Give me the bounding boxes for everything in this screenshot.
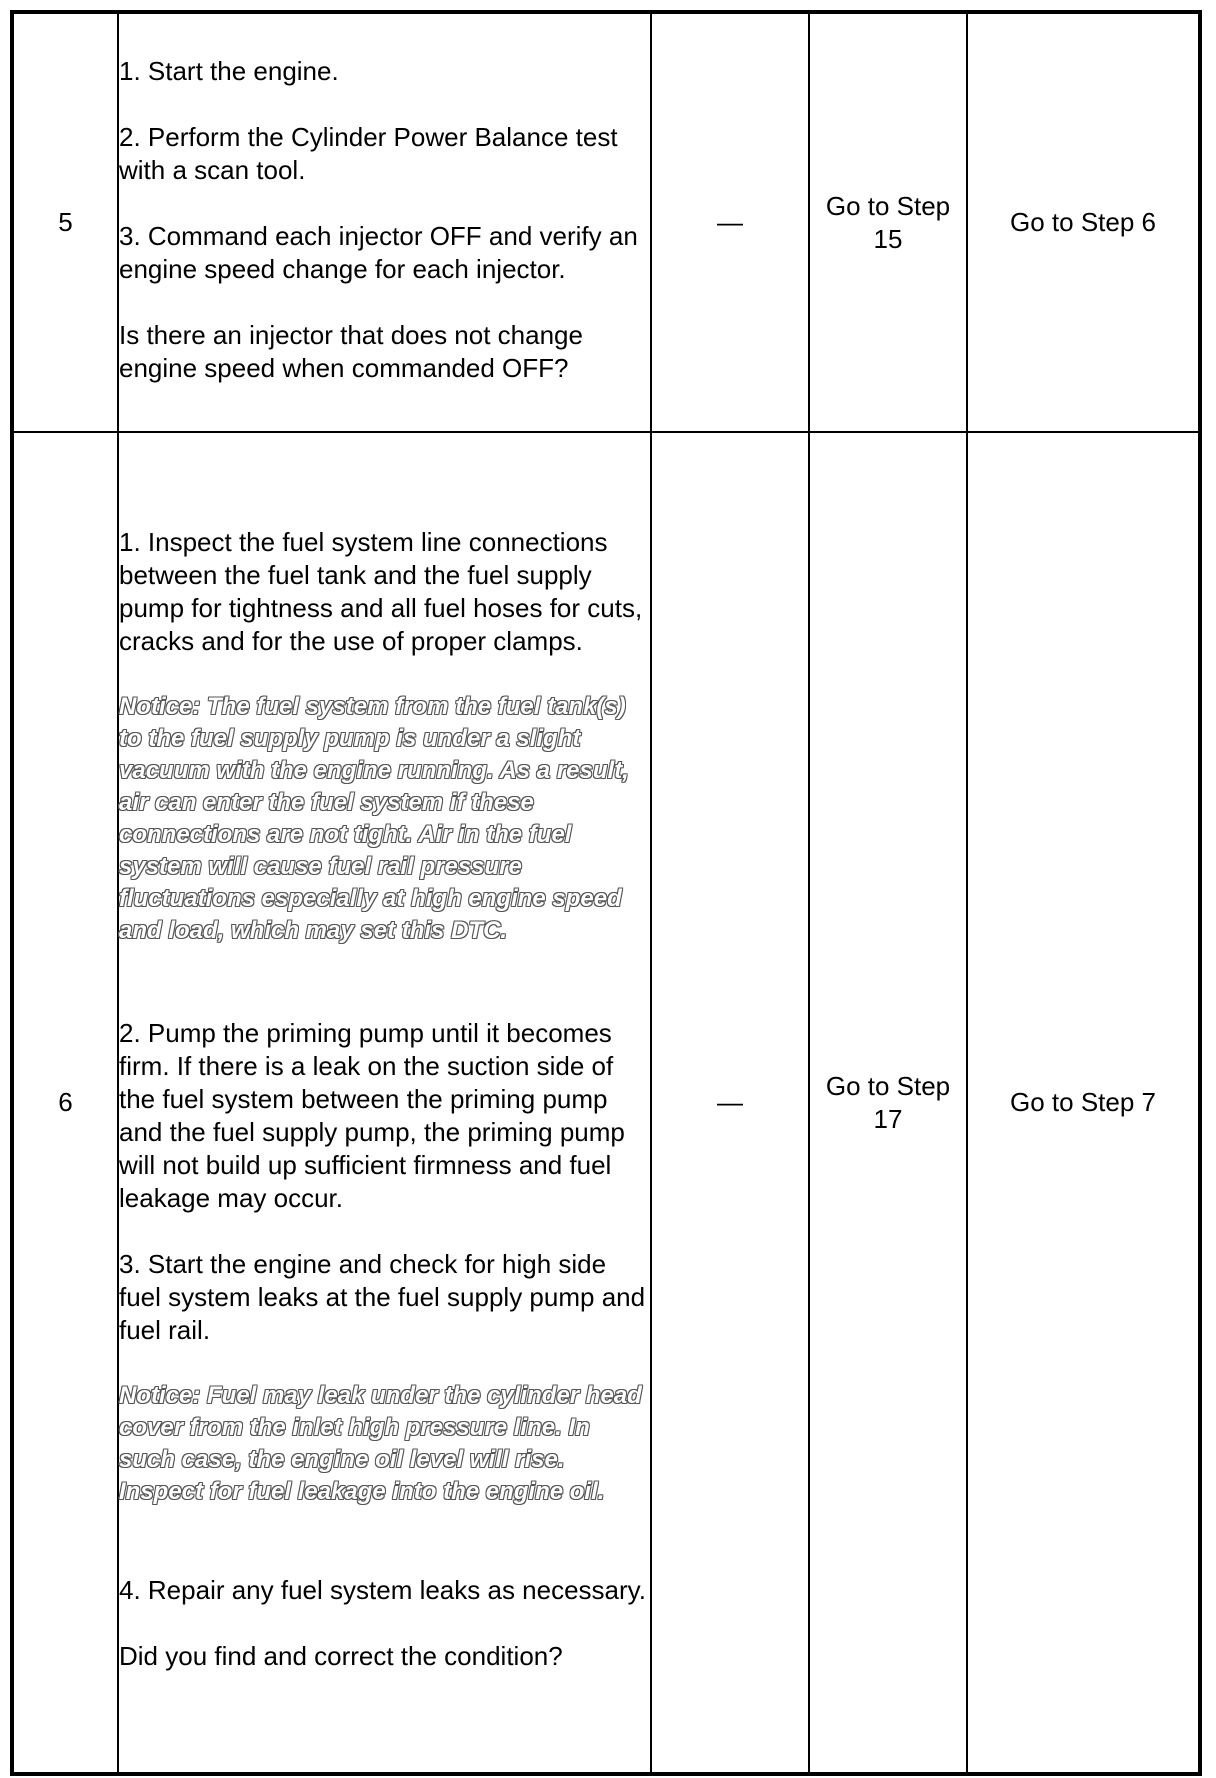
action-question: Is there an injector that does not change engine speed when commanded OFF?: [119, 319, 583, 383]
step-number-cell: [12, 432, 118, 1774]
action-cell: [118, 12, 651, 432]
diagnostic-table: [10, 10, 1202, 1776]
value-dash: —: [717, 207, 743, 237]
no-goto-link[interactable]: Go to Step 6: [1010, 207, 1156, 237]
action-item: 4. Repair any fuel system leaks as necessary.: [119, 1575, 646, 1605]
action-cell: [118, 432, 651, 1774]
value-cell: [651, 432, 809, 1774]
yes-cell: [809, 12, 967, 432]
step-number: 6: [58, 1087, 73, 1117]
notice-text: Notice: Fuel may leak under the cylinder head cover from the inlet high pressure line. In such case, the engine oil level will rise. Inspect for fuel leakage into the engine oil.: [119, 1382, 642, 1505]
step-number-cell: [12, 12, 118, 432]
value-dash: —: [717, 1087, 743, 1117]
table-row: [12, 432, 1200, 1774]
value-cell: [651, 12, 809, 432]
table-row: [12, 12, 1200, 432]
yes-goto-link[interactable]: Go to Step 17: [825, 1070, 951, 1134]
action-item: 3. Command each injector OFF and verify an engine speed change for each injector.: [119, 220, 638, 284]
notice-text: Notice: The fuel system from the fuel tank(s) to the fuel supply pump is under a slight vacuum with the engine running. As a result, air can enter the fuel system if these connections are not tight. Air in the fuel system will cause fuel rail pressure fluctuations especially at high engine speed and load, which may set this DTC.: [119, 693, 629, 944]
no-goto-link[interactable]: Go to Step 7: [1010, 1087, 1156, 1117]
no-cell: [967, 432, 1200, 1774]
step-number: 5: [58, 207, 73, 237]
no-cell: [967, 12, 1200, 432]
action-question: Did you find and correct the condition?: [119, 1641, 563, 1671]
action-item: 1. Start the engine.: [119, 55, 339, 86]
action-item: 1. Inspect the fuel system line connections between the fuel tank and the fuel supply pump for tightness and all fuel hoses for cuts, cracks and for the use of proper clamps.: [119, 527, 643, 656]
action-item: 2. Perform the Cylinder Power Balance test with a scan tool.: [119, 121, 618, 185]
action-item: 3. Start the engine and check for high side fuel system leaks at the fuel supply pump and fuel rail.: [119, 1249, 646, 1345]
yes-goto-link[interactable]: Go to Step 15: [825, 190, 951, 254]
yes-cell: [809, 432, 967, 1774]
action-item: 2. Pump the priming pump until it becomes firm. If there is a leak on the suction side of the fuel system between the priming pump and the fuel supply pump, the priming pump will not build up sufficient firmness and fuel leakage may occur.: [119, 1018, 625, 1213]
